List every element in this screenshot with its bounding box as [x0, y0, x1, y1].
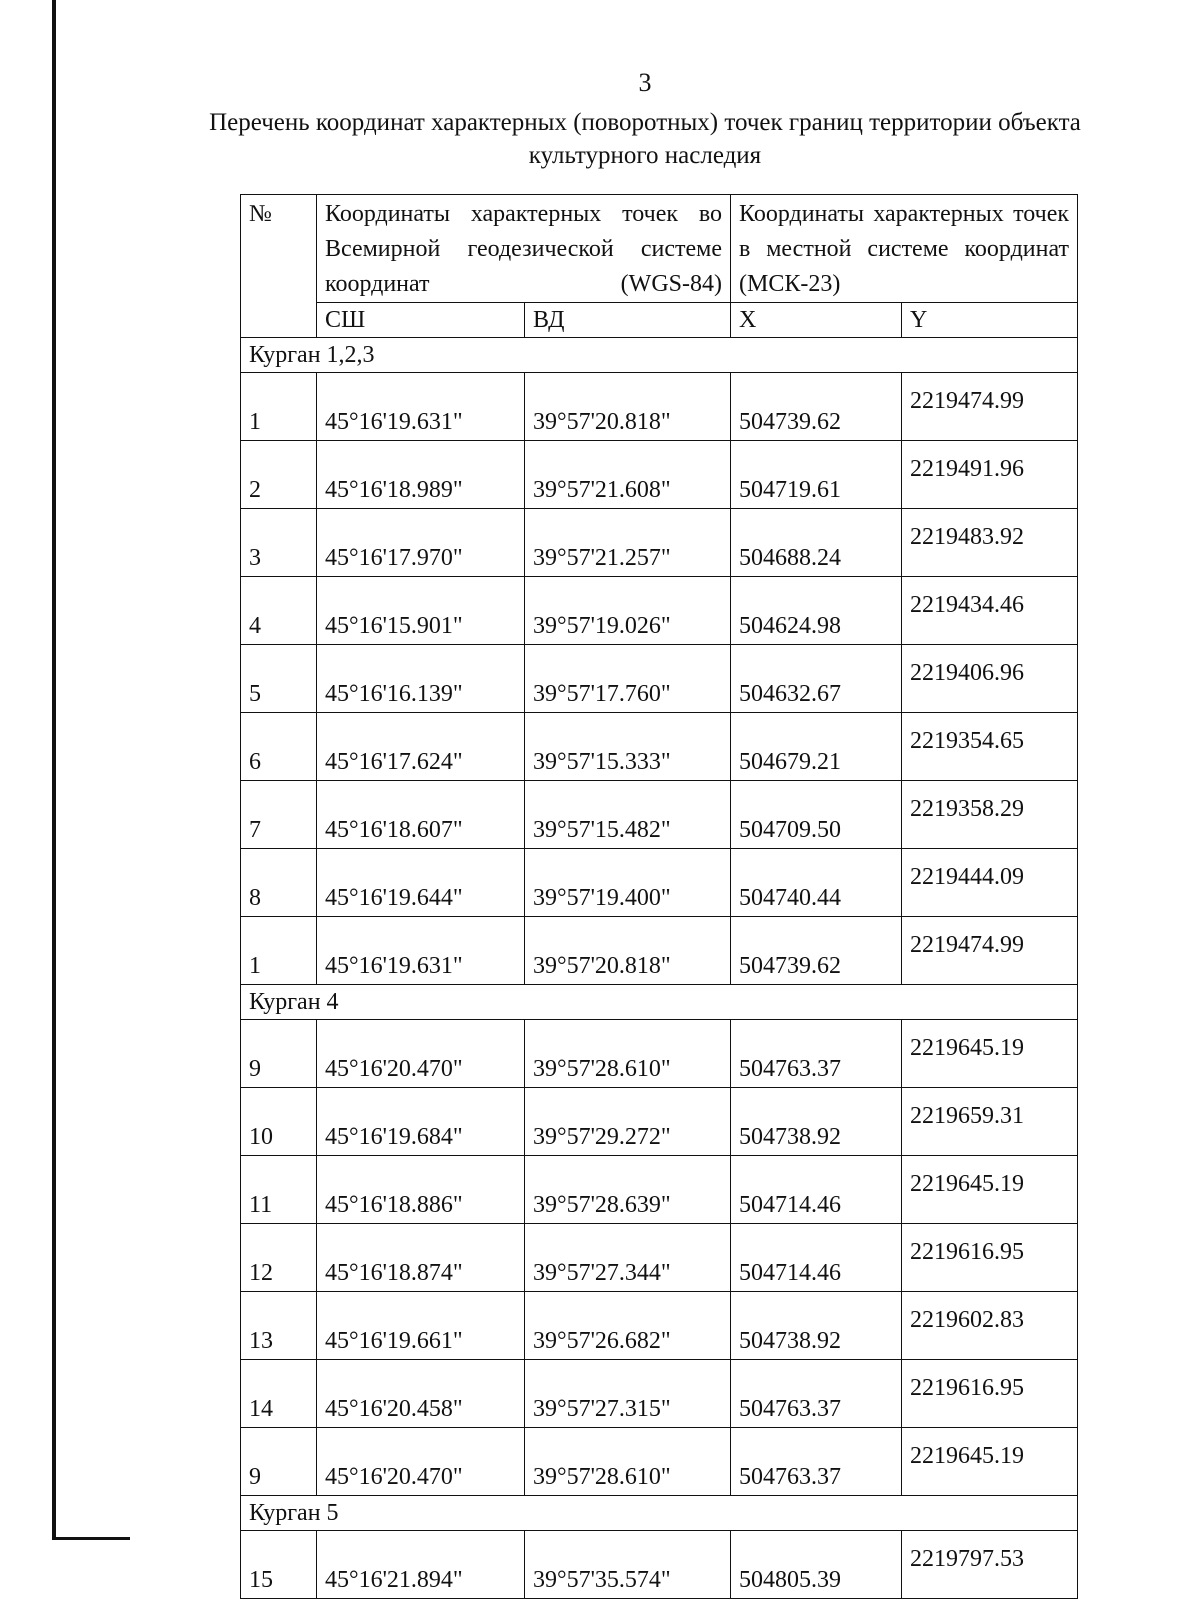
longitude-cell: 39°57'28.639": [525, 1156, 731, 1224]
point-number-cell: 5: [241, 645, 317, 713]
page-number: 3: [638, 68, 652, 97]
longitude-cell: 39°57'27.315": [525, 1360, 731, 1428]
table-row: [241, 1360, 1078, 1428]
table-subheader-row: [241, 303, 1078, 338]
header-x: X: [731, 303, 902, 338]
latitude-cell: 45°16'19.661": [317, 1292, 525, 1360]
point-number-cell: 6: [241, 713, 317, 781]
x-cell: 504763.37: [731, 1020, 902, 1088]
point-number-cell: 7: [241, 781, 317, 849]
longitude-cell: 39°57'28.610": [525, 1020, 731, 1088]
x-cell: 504738.92: [731, 1088, 902, 1156]
x-cell: 504624.98: [731, 577, 902, 645]
point-number-cell: 2: [241, 441, 317, 509]
latitude-cell: 45°16'18.607": [317, 781, 525, 849]
x-cell: 504763.37: [731, 1428, 902, 1496]
longitude-cell: 39°57'19.400": [525, 849, 731, 917]
y-cell: 2219602.83: [902, 1292, 1078, 1360]
longitude-cell: 39°57'29.272": [525, 1088, 731, 1156]
x-cell: 504709.50: [731, 781, 902, 849]
group-row: [241, 1496, 1078, 1531]
latitude-cell: 45°16'18.886": [317, 1156, 525, 1224]
x-cell: 504632.67: [731, 645, 902, 713]
x-cell: 504679.21: [731, 713, 902, 781]
latitude-cell: 45°16'15.901": [317, 577, 525, 645]
point-number-cell: 3: [241, 509, 317, 577]
latitude-cell: 45°16'19.684": [317, 1088, 525, 1156]
latitude-cell: 45°16'17.624": [317, 713, 525, 781]
table-row: [241, 1088, 1078, 1156]
header-wgs84: Координаты характерных точек во Всемирной геодезической системе координат (WGS-84): [317, 195, 731, 303]
longitude-cell: 39°57'21.257": [525, 509, 731, 577]
longitude-cell: 39°57'19.026": [525, 577, 731, 645]
longitude-cell: 39°57'15.333": [525, 713, 731, 781]
group-name: Курган 5: [241, 1496, 1078, 1531]
x-cell: 504739.62: [731, 917, 902, 985]
y-cell: 2219354.65: [902, 713, 1078, 781]
page-left-rule: [52, 0, 56, 1540]
group-name: Курган 1,2,3: [241, 338, 1078, 373]
x-cell: 504763.37: [731, 1360, 902, 1428]
header-y: Y: [902, 303, 1078, 338]
latitude-cell: 45°16'18.989": [317, 441, 525, 509]
table-row: [241, 1224, 1078, 1292]
point-number-cell: 13: [241, 1292, 317, 1360]
y-cell: 2219616.95: [902, 1224, 1078, 1292]
latitude-cell: 45°16'20.458": [317, 1360, 525, 1428]
y-cell: 2219797.53: [902, 1531, 1078, 1599]
table-row: [241, 441, 1078, 509]
header-latitude: СШ: [317, 303, 525, 338]
header-number: №: [241, 195, 317, 338]
point-number-cell: 1: [241, 373, 317, 441]
y-cell: 2219645.19: [902, 1428, 1078, 1496]
x-cell: 504740.44: [731, 849, 902, 917]
y-cell: 2219444.09: [902, 849, 1078, 917]
group-row: [241, 338, 1078, 373]
x-cell: 504739.62: [731, 373, 902, 441]
table-row: [241, 1292, 1078, 1360]
longitude-cell: 39°57'27.344": [525, 1224, 731, 1292]
y-cell: 2219483.92: [902, 509, 1078, 577]
longitude-cell: 39°57'20.818": [525, 373, 731, 441]
longitude-cell: 39°57'35.574": [525, 1531, 731, 1599]
group-name: Курган 4: [241, 985, 1078, 1020]
point-number-cell: 11: [241, 1156, 317, 1224]
table-row: [241, 645, 1078, 713]
y-cell: 2219474.99: [902, 373, 1078, 441]
longitude-cell: 39°57'26.682": [525, 1292, 731, 1360]
latitude-cell: 45°16'18.874": [317, 1224, 525, 1292]
latitude-cell: 45°16'20.470": [317, 1428, 525, 1496]
latitude-cell: 45°16'19.631": [317, 373, 525, 441]
latitude-cell: 45°16'21.894": [317, 1531, 525, 1599]
x-cell: 504719.61: [731, 441, 902, 509]
document-title: Перечень координат характерных (поворотных) точек границ территории объекта культурного наследия: [209, 109, 1081, 169]
latitude-cell: 45°16'17.970": [317, 509, 525, 577]
x-cell: 504805.39: [731, 1531, 902, 1599]
coordinates-table: [240, 194, 1078, 1599]
y-cell: 2219358.29: [902, 781, 1078, 849]
point-number-cell: 12: [241, 1224, 317, 1292]
y-cell: 2219645.19: [902, 1156, 1078, 1224]
point-number-cell: 14: [241, 1360, 317, 1428]
table-row: [241, 1428, 1078, 1496]
y-cell: 2219474.99: [902, 917, 1078, 985]
point-number-cell: 1: [241, 917, 317, 985]
latitude-cell: 45°16'16.139": [317, 645, 525, 713]
point-number-cell: 10: [241, 1088, 317, 1156]
y-cell: 2219645.19: [902, 1020, 1078, 1088]
header-msk23: Координаты характерных точек в местной системе координат (МСК-23): [731, 195, 1078, 303]
table-header-row: [241, 195, 1078, 303]
longitude-cell: 39°57'15.482": [525, 781, 731, 849]
y-cell: 2219406.96: [902, 645, 1078, 713]
header-longitude: ВД: [525, 303, 731, 338]
x-cell: 504738.92: [731, 1292, 902, 1360]
point-number-cell: 4: [241, 577, 317, 645]
table-row: [241, 713, 1078, 781]
group-row: [241, 985, 1078, 1020]
y-cell: 2219434.46: [902, 577, 1078, 645]
table-row: [241, 373, 1078, 441]
point-number-cell: 9: [241, 1020, 317, 1088]
table-row: [241, 1020, 1078, 1088]
table-row: [241, 1156, 1078, 1224]
y-cell: 2219491.96: [902, 441, 1078, 509]
longitude-cell: 39°57'20.818": [525, 917, 731, 985]
table-row: [241, 1531, 1078, 1599]
longitude-cell: 39°57'17.760": [525, 645, 731, 713]
x-cell: 504714.46: [731, 1224, 902, 1292]
latitude-cell: 45°16'19.631": [317, 917, 525, 985]
y-cell: 2219659.31: [902, 1088, 1078, 1156]
table-row: [241, 781, 1078, 849]
table-row: [241, 917, 1078, 985]
point-number-cell: 8: [241, 849, 317, 917]
table-row: [241, 509, 1078, 577]
point-number-cell: 9: [241, 1428, 317, 1496]
longitude-cell: 39°57'21.608": [525, 441, 731, 509]
latitude-cell: 45°16'20.470": [317, 1020, 525, 1088]
x-cell: 504714.46: [731, 1156, 902, 1224]
y-cell: 2219616.95: [902, 1360, 1078, 1428]
table-row: [241, 577, 1078, 645]
latitude-cell: 45°16'19.644": [317, 849, 525, 917]
page-bottom-stub: [52, 1537, 130, 1540]
point-number-cell: 15: [241, 1531, 317, 1599]
x-cell: 504688.24: [731, 509, 902, 577]
table-row: [241, 849, 1078, 917]
longitude-cell: 39°57'28.610": [525, 1428, 731, 1496]
